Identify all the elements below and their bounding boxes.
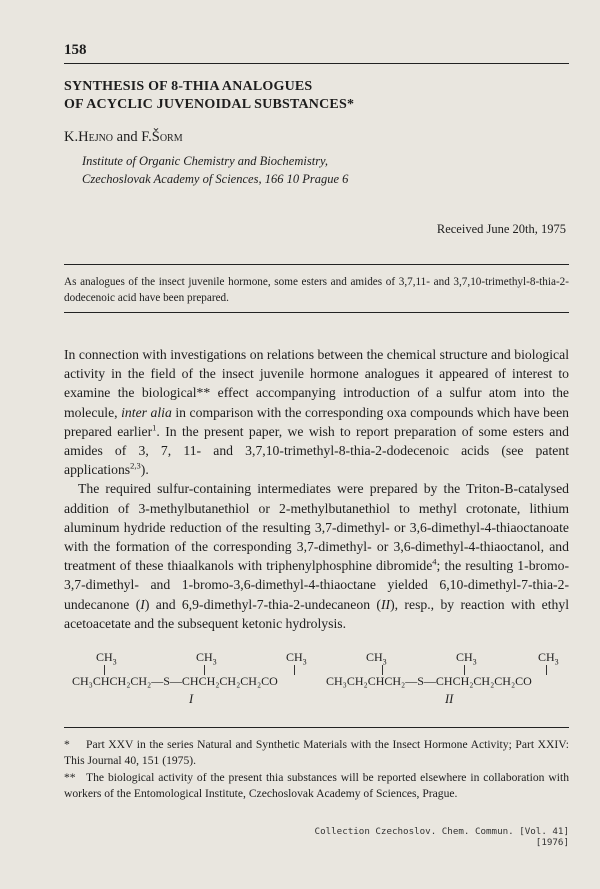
received-date: Received June 20th, 1975 (436, 222, 566, 236)
footnote-1-mark: * (64, 738, 70, 751)
methyl-group: $CH_3$ (196, 650, 217, 667)
paragraph-2 (64, 479, 569, 633)
page-number: 158 (64, 42, 87, 58)
compound-II-ref: II (380, 596, 391, 612)
p2-text-4: ), resp., by reaction with ethyl acetoacetate and the subsequent ketonic hydrolysis. (64, 596, 570, 631)
structural-formulas (64, 650, 569, 706)
author-2-initial: F. (141, 129, 152, 145)
journal-footer: Collection Czechoslov. Chem. Commun. [Vol. 41] [1976] (314, 826, 569, 848)
paragraph-1 (64, 345, 569, 479)
formula-II-chain: CH₃CH₂CHCH₂—S—CHCH₂CH₂CH₂CO (326, 674, 532, 688)
formula-I-label: I (189, 692, 194, 706)
affiliation-line-2: Czechoslovak Academy of Sciences, 166 10 Prague 6 (82, 172, 349, 186)
abstract: As analogues of the insect juvenile hormone, some esters and amides of 3,7,11- and 3,7,10-trimethyl-8-thia-2-dodecenoic acid have been prepared. (64, 276, 569, 304)
methyl-group: $CH_3$ (538, 650, 559, 667)
bond-line (546, 665, 547, 675)
abstract-top-rule (64, 264, 569, 265)
footnote-2-text: The biological activity of the present thia substances will be reported elsewhere in collaboration with workers of the Entomological Institute, Czechoslovak Academy of Sciences, Prague. (64, 771, 569, 800)
footnote-2 (64, 770, 569, 802)
author-1-name: Hejno (78, 129, 114, 145)
p2-text-2: ; the resulting 1-bromo-3,7-dimethyl- and 1-bromo-3,6-dimethyl-4-thiaoctane yielded 6,10-dimethyl-7-thia-2-undecanone ( (64, 558, 570, 612)
p1-text-2: in comparison with the corresponding oxa compounds which have been prepared earlier (64, 404, 569, 439)
bond-line (294, 665, 295, 675)
ref-2-3: 2,3 (130, 460, 141, 471)
footnote-2-mark: ** (64, 771, 76, 784)
author-1-initial: K. (64, 129, 79, 145)
footnote-1 (64, 737, 569, 769)
p1-italic: inter alia (121, 404, 172, 420)
header-rule (64, 63, 569, 64)
body-text (64, 345, 569, 633)
methyl-group: $CH_3$ (456, 650, 477, 667)
p1-text-4: ). (140, 462, 149, 478)
article-title (64, 78, 354, 114)
abstract-bottom-rule (64, 312, 569, 313)
footnote-rule (64, 727, 569, 728)
p2-text-1: The required sulfur-containing intermediates were prepared by the Triton-B-catalysed addition of 3-methylbutanethiol or 2-methylbutanethiol to methyl crotonate, lithium aluminum hydride reduction of the resulting 3,7-dimethyl- or 3,6-dimethyl-4-thiaoctanoate with the formation of the corresponding 3,7-dimethyl- or 3,6-dimethyl-4-thiaoctanol, and treatment of these thiaalkanols with triphenylphosphine dibromide (64, 481, 569, 574)
footnote-1-text: Part XXV in the series Natural and Synthetic Materials with the Insect Hormone Activity; Part XXIV: This Journal 40, 151 (1975). (64, 738, 569, 767)
methyl-group: $CH_3$ (286, 650, 307, 667)
authors (64, 129, 183, 146)
affiliation-line-1: Institute of Organic Chemistry and Biochemistry, (82, 154, 329, 168)
affiliation (82, 152, 348, 188)
formula-II-label: II (445, 692, 454, 706)
author-2-name: Šorm (151, 129, 183, 145)
ref-4: 4 (432, 556, 437, 567)
title-line-1: SYNTHESIS OF 8-THIA ANALOGUES (64, 79, 313, 94)
p2-text-3: ) and 6,9-dimethyl-7-thia-2-undecaneon ( (144, 596, 381, 612)
compound-I-ref: I (140, 596, 145, 612)
title-line-2: OF ACYCLIC JUVENOIDAL SUBSTANCES* (64, 97, 355, 112)
p1-text-1: In connection with investigations on relations between the chemical structure and biological activity in the field of the insect juvenile hormone analogues it appeared of interest to examine the biological** effect accompanying introduction of a sulfur atom into the molecule, (64, 347, 569, 420)
formula-I-chain: CH₃CHCH₂CH₂—S—CHCH₂CH₂CH₂CO (72, 674, 278, 688)
authors-and: and (113, 129, 142, 145)
footnotes (64, 737, 569, 803)
ref-1: 1 (152, 422, 157, 433)
methyl-group: $CH_3$ (96, 650, 117, 667)
p1-text-3: . In the present paper, we wish to report preparation of some esters and amides of 3, 7, 11- and 3,7,10-trimethyl-8-thia-2-dodecenoic acids (see patent applications (64, 423, 569, 478)
methyl-group: $CH_3$ (366, 650, 387, 667)
